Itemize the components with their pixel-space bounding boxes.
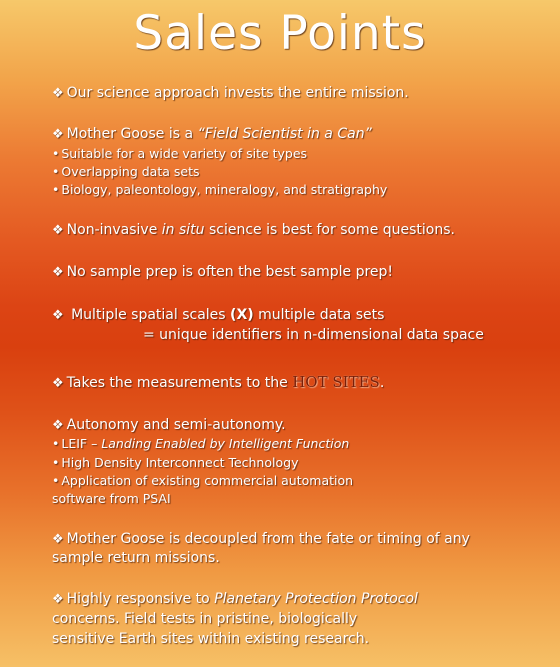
point-decoupled-line2: sample return missions. [52, 550, 220, 566]
sub-bullet-icon: • [52, 164, 60, 179]
sub-point-leif [52, 435, 349, 452]
sub-bullet-icon: • [52, 455, 60, 470]
sub-point-text: High Density Interconnect Technology [61, 455, 299, 470]
sub-point-hdi [52, 454, 298, 471]
point-planetary-protection-line2: concerns. Field tests in pristine, biologically [52, 611, 358, 627]
point-text: Multiple spatial scales [66, 307, 231, 323]
point-text: Autonomy and semi-autonomy. [66, 417, 286, 433]
point-multiple-scales-line2: = unique identifiers in n-dimensional data space [143, 327, 484, 343]
sub-point [52, 145, 307, 162]
point-sample-prep [52, 263, 393, 282]
sub-point-application-line2: software from PSAI [52, 491, 171, 506]
sub-point-text: Suitable for a wide variety of site types [61, 146, 308, 161]
diamond-bullet-icon: ❖ [52, 418, 64, 433]
point-text: Takes the measurements to the [66, 375, 293, 391]
sub-bullet-icon: • [52, 146, 60, 161]
diamond-bullet-icon: ❖ [52, 86, 64, 101]
sub-point-application [52, 472, 353, 489]
point-emphasis: “Field Scientist in a Can” [197, 126, 372, 142]
point-hot-sites [52, 373, 384, 393]
sub-point-emphasis: Landing Enabled by Intelligent Function [101, 436, 350, 451]
sub-bullet-icon: • [52, 436, 60, 451]
slide-title: Sales Points [133, 6, 427, 61]
sub-point [52, 163, 200, 180]
point-autonomy [52, 416, 286, 435]
point-text: multiple data sets [253, 307, 385, 323]
diamond-bullet-icon: ❖ [52, 127, 64, 142]
point-science-approach [52, 84, 409, 103]
diamond-bullet-icon: ❖ [52, 223, 64, 238]
point-mother-goose [52, 125, 372, 144]
point-multiple-scales [52, 306, 384, 325]
sub-bullet-icon: • [52, 473, 60, 488]
point-text: Highly responsive to [66, 591, 215, 607]
hot-sites-text: HOT SITES [292, 373, 380, 391]
diamond-bullet-icon: ❖ [52, 265, 64, 280]
sub-bullet-icon: • [52, 182, 60, 197]
point-non-invasive [52, 221, 455, 240]
point-text: No sample prep is often the best sample prep! [66, 264, 394, 280]
diamond-bullet-icon: ❖ [52, 592, 64, 607]
sub-point-text: Biology, paleontology, mineralogy, and stratigraphy [61, 182, 388, 197]
point-text: Non-invasive [66, 222, 162, 238]
point-text: science is best for some questions. [204, 222, 455, 238]
point-emphasis: Planetary Protection Protocol [214, 591, 418, 607]
sub-point-text: LEIF – [61, 436, 102, 451]
diamond-bullet-icon: ❖ [52, 376, 64, 391]
point-text: Mother Goose is a [66, 126, 198, 142]
point-emphasis: (X) [230, 307, 254, 323]
point-emphasis: in situ [161, 222, 205, 238]
point-decoupled [52, 530, 470, 549]
diamond-bullet-icon: ❖ [52, 308, 64, 323]
point-text: . [379, 375, 385, 391]
diamond-bullet-icon: ❖ [52, 532, 64, 547]
point-planetary-protection [52, 590, 418, 609]
sub-point [52, 181, 387, 198]
point-planetary-protection-line3: sensitive Earth sites within existing research. [52, 631, 370, 647]
sub-point-text: Overlapping data sets [61, 164, 200, 179]
sub-point-text: Application of existing commercial automation [61, 473, 354, 488]
point-text: Our science approach invests the entire mission. [66, 85, 409, 101]
point-text: Mother Goose is decoupled from the fate or timing of any [66, 531, 470, 547]
